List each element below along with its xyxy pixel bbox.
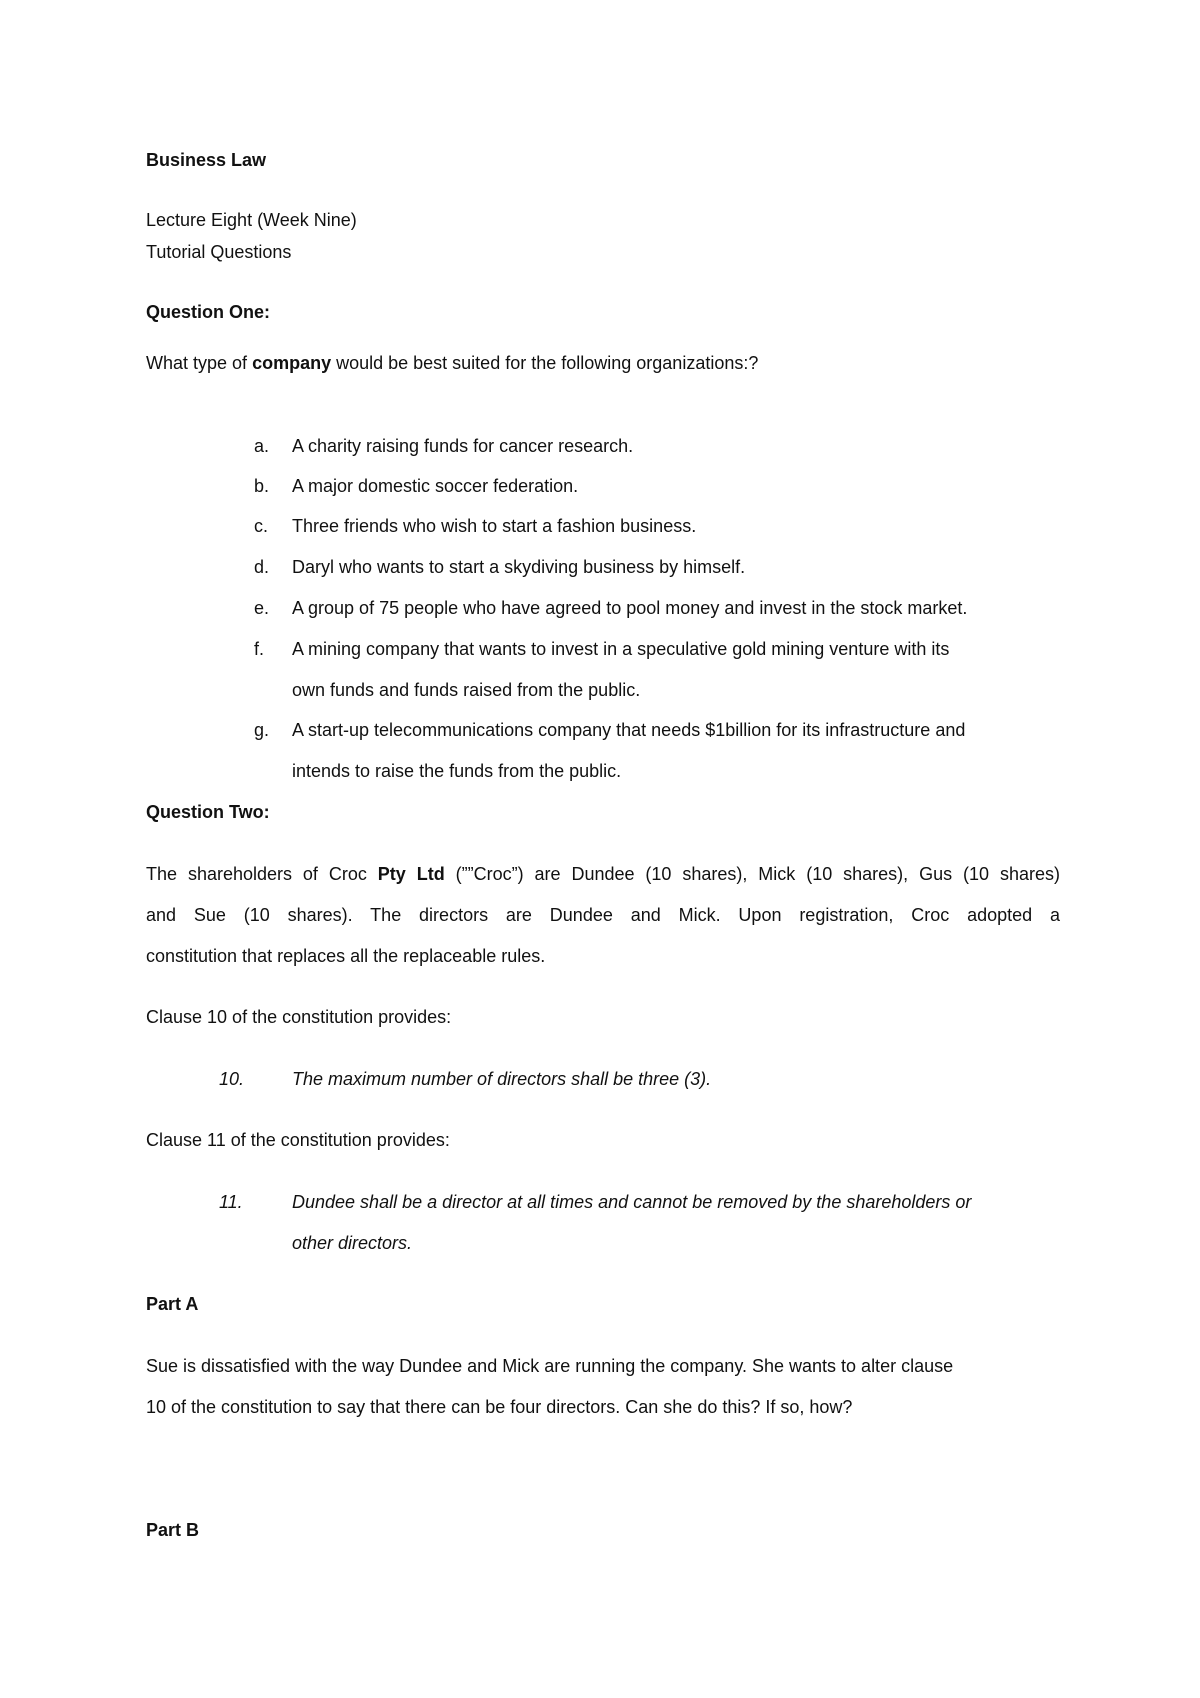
clause10-number: 10.: [219, 1069, 245, 1089]
clause10-intro: Clause 10 of the constitution provides:: [146, 1007, 452, 1027]
question-one-heading: Question One:: [146, 302, 271, 322]
list-item: A mining company that wants to invest in a speculative gold mining venture with its: [292, 639, 950, 659]
item-letter: g.: [254, 720, 270, 740]
course-title: Business Law: [146, 150, 267, 170]
list-item-continued: intends to raise the funds from the public.: [292, 761, 622, 781]
item-letter: e.: [254, 598, 270, 618]
lecture-title: Lecture Eight (Week Nine): [146, 210, 357, 230]
item-letter: f.: [254, 639, 265, 659]
part-b-heading: Part B: [146, 1520, 200, 1540]
list-item: Three friends who wish to start a fashion business.: [292, 516, 697, 536]
clause11-number: 11.: [219, 1192, 243, 1212]
item-letter: c.: [254, 516, 269, 536]
part-a-text: Sue is dissatisfied with the way Dundee and Mick are running the company. She wants to alter clause: [146, 1356, 954, 1376]
list-item: A major domestic soccer federation.: [292, 476, 579, 496]
list-item-continued: own funds and funds raised from the public.: [292, 680, 641, 700]
clause11-intro: Clause 11 of the constitution provides:: [146, 1130, 450, 1150]
item-letter: d.: [254, 557, 270, 577]
question-two-heading: Question Two:: [146, 802, 270, 822]
part-a-heading: Part A: [146, 1294, 199, 1314]
para-pre: The shareholders of Croc: [146, 864, 378, 884]
list-item: A group of 75 people who have agreed to pool money and invest in the stock market.: [292, 598, 968, 618]
list-item: Daryl who wants to start a skydiving business by himself.: [292, 557, 746, 577]
paragraph-line: constitution that replaces all the replaceable rules.: [146, 946, 546, 966]
paragraph-line: [146, 862, 1060, 886]
part-a-text-continued: 10 of the constitution to say that there can be four directors. Can she do this? If so, how?: [146, 1397, 853, 1417]
paragraph-line: and Sue (10 shares). The directors are Dundee and Mick. Upon registration, Croc adopted a: [146, 905, 1060, 925]
prompt-pre: What type of: [146, 353, 253, 373]
clause11-text-continued: other directors.: [292, 1233, 413, 1253]
question-one-prompt: [146, 351, 758, 375]
clause10-text: The maximum number of directors shall be three (3).: [292, 1069, 712, 1089]
list-item: A charity raising funds for cancer research.: [292, 436, 634, 456]
para-post: (””Croc”) are Dundee (10 shares), Mick (10 shares), Gus (10 shares): [444, 864, 1060, 884]
para-bold: Pty Ltd: [377, 864, 445, 884]
clause11-text: Dundee shall be a director at all times and cannot be removed by the shareholders or: [292, 1192, 972, 1212]
subtitle: Tutorial Questions: [146, 242, 292, 262]
prompt-bold: company: [252, 353, 332, 373]
list-item: A start-up telecommunications company that needs $1billion for its infrastructure and: [292, 720, 966, 740]
prompt-post: would be best suited for the following organizations:?: [331, 353, 759, 373]
item-letter: a.: [254, 436, 270, 456]
item-letter: b.: [254, 476, 270, 496]
